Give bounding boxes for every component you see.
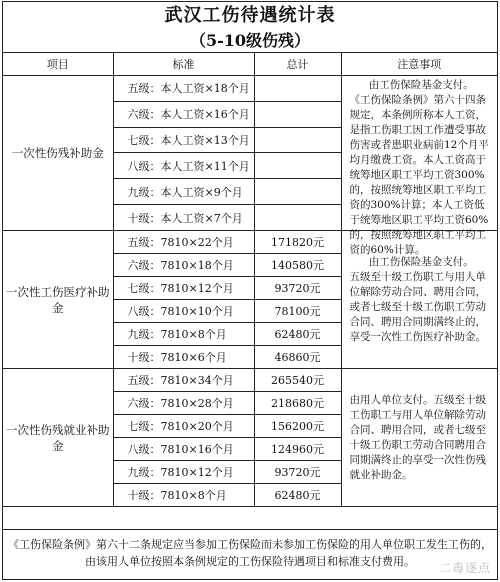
total-cell xyxy=(254,76,341,102)
standard-cell: 十级：本人工资×7个月 xyxy=(113,205,254,231)
total-cell: 140580元 xyxy=(254,254,341,277)
total-cell: 218680元 xyxy=(254,392,341,415)
standard-cell: 八级：7810×10个月 xyxy=(113,300,254,323)
total-cell: 124960元 xyxy=(254,438,341,461)
note-line: 《工伤保险条例》第六十四条规定，本条例所称本人工资，是指工伤职工因工作遭受事故伤害或者患职业病前12个月平均月缴费工资。本人工资高于统筹地区职工平均工资300%的，按照统筹地区职工平均工资的300%计算；本人工资低于统筹地区职工平均工资60%的，按照统筹地区职工平均工资的60%计算。 xyxy=(349,94,489,256)
standard-cell: 七级：7810×20个月 xyxy=(113,415,254,438)
total-cell: 93720元 xyxy=(254,277,341,300)
standard-cell: 五级：本人工资×18个月 xyxy=(113,76,254,102)
total-cell: 46860元 xyxy=(254,346,341,369)
header-total: 总计 xyxy=(254,53,341,76)
standard-cell: 六级：本人工资×16个月 xyxy=(113,101,254,127)
standard-cell: 九级：7810×12个月 xyxy=(113,461,254,484)
header-standard: 标准 xyxy=(113,53,254,76)
note-disability-subsidy xyxy=(341,76,497,256)
standard-cell: 八级：7810×16个月 xyxy=(113,438,254,461)
standard-cell: 十级：7810×6个月 xyxy=(113,346,254,369)
total-cell: 62480元 xyxy=(254,323,341,346)
table-row xyxy=(3,76,497,102)
total-cell: 265540元 xyxy=(254,369,341,392)
footer-line: 《工伤保险条例》第六十二条规定应当参加工伤保险而未参加工伤保险的用人单位职工发生工伤的， xyxy=(8,538,492,551)
standard-cell: 九级：7810×8个月 xyxy=(113,323,254,346)
standard-cell: 十级：7810×8个月 xyxy=(113,484,254,507)
standard-cell: 八级：本人工资×11个月 xyxy=(113,153,254,179)
total-cell: 93720元 xyxy=(254,461,341,484)
total-cell: 78100元 xyxy=(254,300,341,323)
page-subtitle: （5-10级伤残） xyxy=(3,30,497,53)
standard-cell: 九级：本人工资×9个月 xyxy=(113,179,254,205)
note-line: 五级至十级工伤职工与用人单位解除劳动合同、聘用合同，或者七级至十级工伤职工劳动合同、聘用合同期满终止的，享受一次性工伤医疗补助金。 xyxy=(349,270,486,343)
page-title: 武汉工伤待遇统计表 xyxy=(164,5,336,26)
total-cell xyxy=(254,153,341,179)
standard-cell: 五级：7810×22个月 xyxy=(113,231,254,254)
benefits-table xyxy=(3,53,497,507)
watermark: 二毒逐点 xyxy=(438,561,491,575)
standard-cell: 六级：7810×28个月 xyxy=(113,392,254,415)
project-employment-subsidy: 一次性伤残就业补助金 xyxy=(3,369,113,507)
statistics-sheet xyxy=(2,1,498,580)
total-cell: 156200元 xyxy=(254,415,341,438)
total-cell: 171820元 xyxy=(254,231,341,254)
standard-cell: 六级：7810×18个月 xyxy=(113,254,254,277)
project-disability-subsidy: 一次性伤残补助金 xyxy=(3,76,113,231)
footer-note xyxy=(3,529,497,579)
total-cell xyxy=(254,179,341,205)
total-cell xyxy=(254,127,341,153)
footer-line: 由该用人单位按照本条例规定的工伤保险待遇项目和标准支付费用。 xyxy=(85,555,415,568)
table-header-row xyxy=(3,53,497,76)
header-project: 项目 xyxy=(3,53,113,76)
header-notes: 注意事项 xyxy=(341,53,497,76)
note-employment-subsidy: 由用人单位支付。五级至十级工伤职工与用人单位解除劳动合同、聘用合同，或者七级至十级工伤职工劳动合同聘用合同期满终止的享受一次性伤残就业补助金。 xyxy=(341,369,497,507)
total-cell: 62480元 xyxy=(254,484,341,507)
note-line: 由工伤保险基金支付。 xyxy=(368,79,474,91)
note-line: 由工伤保险基金支付。 xyxy=(368,255,474,268)
project-medical-subsidy: 一次性工伤医疗补助金 xyxy=(3,231,113,369)
standard-cell: 五级：7810×34个月 xyxy=(113,369,254,392)
table-row xyxy=(3,369,497,392)
standard-cell: 七级：7810×12个月 xyxy=(113,277,254,300)
standard-cell: 七级：本人工资×13个月 xyxy=(113,127,254,153)
total-cell xyxy=(254,205,341,231)
total-cell xyxy=(254,101,341,127)
